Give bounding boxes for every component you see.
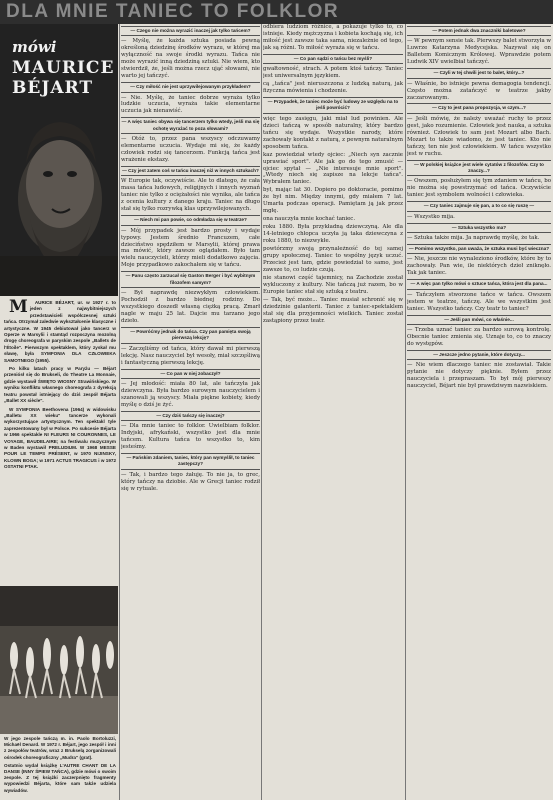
interview-question: — Czyli w tej chwili jest to balet, który...? [407,68,551,78]
interview-answer: — Tańczyłem stworzone tańce w tańcu. Owszem jestem w teatrze, tańczę. Ale we wszystkim jest taniec. Wszystko tańczy. Czy teatr to taniec? [407,291,551,312]
interview-answer: ona nauczyła mnie kochać taniec. [263,216,356,223]
dance-photo [0,586,118,734]
interview-answer: — Sztuka także mija. Ja naprawdę myślę, że tak. [407,235,540,242]
interview-answer: więc tego zasięgu, jaki miał lud powinien. Ale dzieci tańczą w sposób naturalny, który bardzo tańcu się wydaje. Wszystkie narody, które zachowały kontakt z naturą, z pewnym naturalnym sposobem tańca. [263,115,403,150]
byline-name-first: MAURICE [12,58,115,78]
interview-answer: — Dla mnie taniec to folklor. Uwielbiam folklor. Indyjski, afrykański, wszystko jest dla mnie tańcem. Kultura tańca to wszystko to, kim jesteśmy. [121,423,260,451]
interview-answer: — Mój przypadek jest bardzo prosty i wydaje typowy. Jestem średnio Francuzem, całe dzieciństwo spędziłem w Marsylii, której prawa ma mówić, który zawsze oglądałem. Było tam wielu nauczycieli, którzy mieli dodatkowo zajęcia. Moje przypadkowo zakochałem się w tańcu. [121,227,260,269]
column-rule [405,24,406,800]
interview-answer: — Tak, być może... Taniec musiał schronić się w dziedzinie galanterii. Taniec z taniec-spektaklem stał się dla przyjemności wielkich. Taniec został zastąpiony przez teatr. [263,296,403,324]
left-column [0,24,118,800]
intro-paragraph-text: AURICE BÉJART, ur. w 1927 r. to jeden z najwybitniejszych przedstawicieli współczesnej sztuki tańca. Otrzymał zaledwie wykształcenie klasyczne i artystyczne. W 1945 debiutował jako tancerz w Operze w Marsylii i stamtąd rozpoczyna mozolną drogę choreografa w paryskim zespole „Ballets de l'Étoile". Pierwszym spektaklem, który zyskał mu sławę, była SYMFONIA DLA CZŁOWIEKA SAMOTNEGO (1955). [4,300,116,363]
interview-answer: gwałtowność, strach. A potem ktoś tańczy. Taniec jest uniwersalnym językiem. [263,66,403,80]
interview-question: — Czy to jest pana propozycja, w czym...? [407,103,551,113]
interview-answer: odbiera ludziom różnice, a pokazuje tylko to, co istnieje. Kiedy mężczyzna i kobieta kochają się, ich miłość jest zawsze taka sama, niezależnie od tego, jak są różni. To miłość wyraża się w tańcu. [263,24,403,51]
text-column-1 [121,24,260,796]
interview-answer: — Myślę, że każda sztuka posiada pewną określoną dziedzinę środków wyrazu, w której ma wyłączność na swoje środki wyrazu. Tańca nie może wyrazić inną dziedziną sztuki. Nie wiem, kto stwierdził, że, jeśli można rzecz ująć słowami, nie warto jej tańczyć. [121,38,260,80]
interview-question: — Powróćmy jednak do tańca. Czy pan pamięta swoją pierwszą lekcję? [121,327,260,344]
interview-answer: — Wszystko mija. [407,213,455,220]
interview-answer: — Jej młodość: miała 80 lat, ale tańczyła jak dziewczyna. Była bardzo surowym nauczycielem i szanowali ją wszyscy. Miała piękne kobiety, kiedy myślę o dziś je żyć. [121,380,260,408]
interview-answer: — W pewnym sensie tak. Pierwszy balet stworzyła w Luwrze Katarzyna Medycejska. Nazywał się on Balletem Komicznym Królowej. Wprawdzie potem Ludwik XIV uwielbiał tańczyć. [407,38,551,66]
intro-text [4,297,116,473]
interview-answer: nie stanowi część tajemnicy, na Zachodzie został wykluczony z kultury. Nie tańczą już razem, bo w Europie taniec stał się sztuką z teatru. [263,274,403,295]
interview-question: — Co pan sądzi o tańcu bez myśli? [263,54,403,64]
interview-question: — Jeszcze jedno pytanie, które dotyczy... [407,350,551,360]
column-rule [261,24,262,800]
text-column-3 [407,24,551,796]
interview-answer: roku 1880. Była przykładną dziewczyną. Ale dla 14-letniego chłopca uczyła ją taka dziewczyna z roku 1880, to niezwykłe. [263,224,403,245]
intro-paragraph: W SYMFONIA Beethovena (1964) w widowisku „Balletu XX wieku" tancerze wykonali wykorzystujące artystycznym. Ten spektakl tyle zaprezentowany był w Polsce. Po sukcesie Béjarta w 1966 spektakle NI FLEURS NI COURONNES, LE VOYAGE, BAUDELAIRE; na festiwalu muzycznym w Baden wystawił PRELUDIUM. W 1968 MESSE POUR LE TEMPS PRÉSENT, w 1970 NIJINSKY, KLOWN BOGA; w 1971 ACTUS TRAGICUS i w 1972 OSTATNI PTAK. [4,406,116,470]
interview-question: — Co pan w niej zobaczył? [121,369,260,379]
interview-answer: — Nie, jeszcze nie wynaleziono środków, które by to zachowały. Pan wie, ile niektórych dzieł zniknęło. Tak jak taniec. [407,256,551,277]
interview-answer: — Nie. Myślę, że taniec dobrze wyraża tylko ludzkie uczucia, wyraża takie elementarne uczucia jak nienawiść. [121,94,260,115]
interview-answer: był, mając lat 30. Dopiero po doktoracie, pomimo że był nim. Między innymi, gdy miałem 7 lat. Umarła podczas operacji. Pamiętam ją jak przez mgłę. [263,187,403,215]
interview-question: — Jeśli pan mówi, co właśnie... [407,315,551,325]
interview-question: — W polskiej książce jest wiele cytatów z filozofów. Czy to znaczy...? [407,160,551,177]
interview-question: — Czy dziś tańczy się inaczej? [121,411,260,421]
interview-question: — A więc pan tylko mówi o sztuce tańca, która jest dla pana... [407,279,551,289]
intro-paragraph: Po kilku latach pracy w Paryżu — Béjart przeniósł się do Brukseli, do Theatre La Monnaie, gdzie wystawił ŚWIĘTO WIOSNY Strawińskiego. W wyniku konfliktu własnego choreografa z dyrekcją teatru powstał istniejący do dziś zespół Béjarta „Ballet XX siècle". [4,366,116,404]
interview-answer: cą „tańca" jest nieruszczona z ludzką naturą, jak fizyczna mówienia i chodzenie. [263,81,403,95]
interview-answer: kaz powiedział wtedy ojciec: „Niech syn zacznie uprawiać sport". Ale jak go do tego zmusić — ojciec spytał — „Nie interesuje mnie sport". „Wtedy niech się zapisze na lekcje tańca". Wybrałem taniec. [263,151,403,186]
interview-answer: — Tak, i bardzo tego żałuję. To nie ja, to grec, który tańczy na dziobie. Ale w Grecji taniec rodził się w rytuale. [121,471,260,492]
byline-mowi: mówi [12,38,57,56]
dance-photo-image [0,586,118,734]
portrait-photo [0,24,118,296]
interview-question: — Czy taniec zajmuje się pan, a to co się ruszę — [407,201,551,211]
photo-caption [4,736,116,796]
text-column-2 [263,24,403,796]
interview-answer: — Otóż to, przez pana wszyscy odczuwamy elementarne uczucia. Wydaje mi się, że każdy człowiek rodzi się tancerzem. Funkcją tańca jest wrażenie ekstazy. [121,136,260,164]
interview-answer: powtórzmy swoją przynależność do tej samej grupy społecznej. Taniec to wspólny język uczuć. Przecież jest tam, gdzie powiedział to samo, jest zawsze to, co ludzie czują. [263,246,403,273]
masthead [0,0,553,24]
caption-paragraph: Ostatnio wydał książkę L'AUTRE CHANT DE LA DANSE (INNY ŚPIEW TAŃCA), gdzie mówi o swoim zespole. Z tej książki zaczerpnięto fragmenty wypowiedzi Béjarta, które sam także udziela wywiadów. [4,762,116,793]
interview-question: — Pańskim zdaniem, taniec, który pan wymyślił, to taniec zastępczy? [121,453,260,470]
interview-question: — Niech mi pan powie, co odmładza się w teatrze? [121,215,260,225]
interview-answer: — Nie wiem dlaczego taniec nie zostawiał. Takie pytanie nie dotyczy pięknie. Byłem przez nauczyciela i przepraszam. To był mój pierwszy nauczyciel, Béjart nie był prawdziwym nazwiskiem. [407,362,551,390]
interview-answer: — Jeśli mówię, że należy uważać ruchy to przez gest, jako rozumienie. Człowiek jest nauka, a sztuka również. Człowiek to sam jest Mozart albo Bach. Mozart to także wiadomo, że jest taniec. Kto nie tańczy, ten nie jest człowiekiem. W tańcu wszystko jest w ruchu. [407,115,551,157]
drop-cap: M [9,297,28,317]
interview-question: — Sztuka wszystko ma? [407,223,551,233]
interview-question: — Czego nie można wyrazić inaczej jak tylko tańcem? [121,26,260,36]
page-title: DLA MNIE TANIEC TO FOLKLOR [6,1,340,22]
column-rule [119,24,120,800]
caption-paragraph: W jego zespole tańczą m. in. Paolo Bortoluzzi, Michaël Denard. W 1972 r. Béjart, jego zespół i inni z zespołów teatrów, wraz z Brukselą zorganizowali ośrodek choreograficzny „Mudra" (grat). [4,736,116,760]
interview-answer: — Owszem, posłużyłem się tym zdaniem w tańcu, bo nie można się powstrzymać od tańca. Oczywiście taniec jest symbolem wolności i człowieka. [407,178,551,199]
interview-question: — Przypadek, że taniec może być ludowy ze względu na to jeśli powrócić? [263,97,403,114]
interview-answer: — Był naprawdę niezwykłym człowiekiem. Pochodził z bardzo biednej rodziny. Do wszystkiego doszedł własną ciężką pracą. Zmarł nagle w maju 25 lat. Dajcie mu tarzano jego dzieło. [121,290,260,324]
interview-question: — Panu często zarzucał się Gaston Berger i być wybitnym filozofem samym? [121,271,260,288]
interview-question: — Czy miłość nie jest uprzywilejowanym przykładem? [121,82,260,92]
byline [12,38,115,98]
interview-answer: — Trzeba uznać taniec za bardzo surową kontrolę. Obecnie taniec zmienia się. Uznaje to, co to znaczy do występów. [407,326,551,347]
interview-answer: — Zaczęliśmy od tańca, który dawał mi pierwszą lekcję. Nasz nauczyciel był wesoły, miał szczęśliwą i fantastyczną pierwszą lekcję. [121,345,260,366]
interview-question: — Potem jednak dwa znaczniki baletowe? [407,26,551,36]
intro-paragraph [4,297,116,364]
interview-question: — A więc taniec obywa się tancerzem tylko wtedy, jeśli ma się ochotę wyrażać to poza słowami? [121,117,260,134]
interview-answer: — Właśnie, bo istnieje pewna demagogia tendencji. Często można zatańczyć w teatrze jakby zaczarowanym. [407,80,551,101]
interview-question: — Pomimo wszystko, pan uważa, że sztuka musi być wieczna? [407,244,551,254]
interview-answer: W Europie tak, oczywiście. Ale to dlatego, że cała masa tańca ludowych, religijnych i innych wyznań taniec nie tylko z ociężałości nie wynika, ale tańca z ocenia kultury z danego kraju. Taniec na długo stał się tylko rozrywką klas uprzywilejowanych. [121,178,260,213]
interview-question: — Czy jest zatem coś w tańcu inaczej niż w innych sztukach? [121,166,260,176]
byline-name-last: BÉJART [12,78,94,98]
